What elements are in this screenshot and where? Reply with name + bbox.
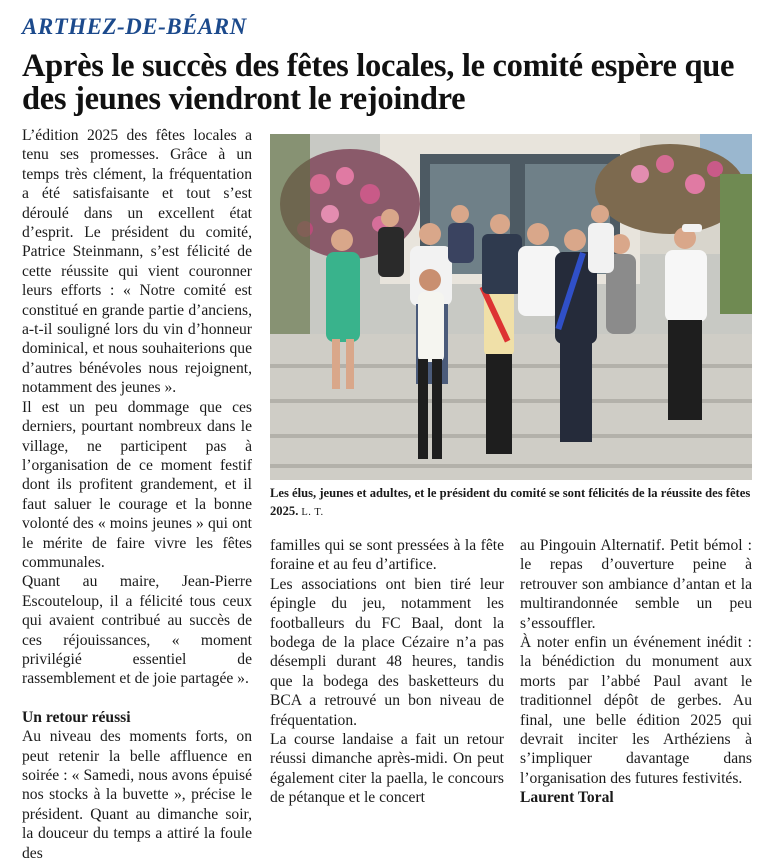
column-1 [22,126,252,863]
photo-illustration [270,134,752,480]
caption-text: Les élus, jeunes et adultes, et le président du comité se sont félicités de la réussite des fêtes 2025. [270,486,751,518]
paragraph: À noter enfin un événement inédit : la bénédiction du monument aux morts par l’abbé Paul avant le traditionnel dépôt de gerbes. Au final, une belle édition 2025 qui devrait inciter les Arthéziens à s’impliquer davantage dans l’organisation des futures festivités. [520,634,752,787]
paragraph: Au niveau des moments forts, on peut retenir la belle affluence en soirée : « Samedi, nous avons épuisé nos stocks à la buvette », précise le président. Quant au dimanche soir, la douceur du temps a attiré la foule des [22,728,252,862]
paragraph: L’édition 2025 des fêtes locales a tenu ses promesses. Grâce à un temps très clément, la fréquentation a été satisfaisante et tout s’est déroulé dans un excellent état d’esprit. Le président du comité, Patrice Steinmann, s’est félicité de cette réussite qui vient couronner leurs efforts : « Notre comité est constitué en grande partie d’anciens, a-t-il souligné lors du vin d’honneur dominical, et nous souhaiterions que d’autres bénévoles nous rejoignent, notamment des jeunes ». [22,127,252,397]
paragraph: Il est un peu dommage que ces derniers, pourtant nombreux dans le village, ne participent pas à l’organisation de ce moment festif dont ils profitent grandement, et il faut saluer le courage et la bonne volonté des « moins jeunes » qui ont le mérite de faire vivre les fêtes communales. [22,398,252,571]
photo-caption [270,484,752,522]
paragraph: La course landaise a fait un retour réussi dimanche après-midi. On peut également citer la paella, le concours de pétanque et le concert [270,731,504,807]
headline: Après le succès des fêtes locales, le comité espère que des jeunes viendront le rejoindre [22,48,735,117]
photo-credit: L. T. [301,507,324,518]
paragraph: familles qui se sont pressées à la fête foraine et au feu d’artifice. [270,537,504,574]
column-3 [520,536,752,808]
kicker: ARTHEZ-DE-BÉARN [22,14,247,39]
subheading: Un retour réussi [22,708,131,726]
author-signature: Laurent Toral [520,789,614,807]
article-photo [270,134,752,480]
column-2 [270,536,504,808]
paragraph: Les associations ont bien tiré leur épingle du jeu, notamment les footballeurs du FC Baal, dont la bodega de la place Cézaire n’a pas désempli durant 48 heures, tandis que la bodega des basketteurs du BCA a retrouvé un bon niveau de fréquentation. [270,575,504,729]
paragraph: Quant au maire, Jean-Pierre Escouteloup, il a félicité tous ceux qui avaient contribué au succès de ces réjouissances, « moment privilégié essentiel de rassemblement et de joie partagée ». [22,573,252,688]
paragraph: au Pingouin Alternatif. Petit bémol : le repas d’ouverture peine à retrouver son ambiance d’antan et la multirandonnée semble un peu s’essouffler. [520,537,752,632]
